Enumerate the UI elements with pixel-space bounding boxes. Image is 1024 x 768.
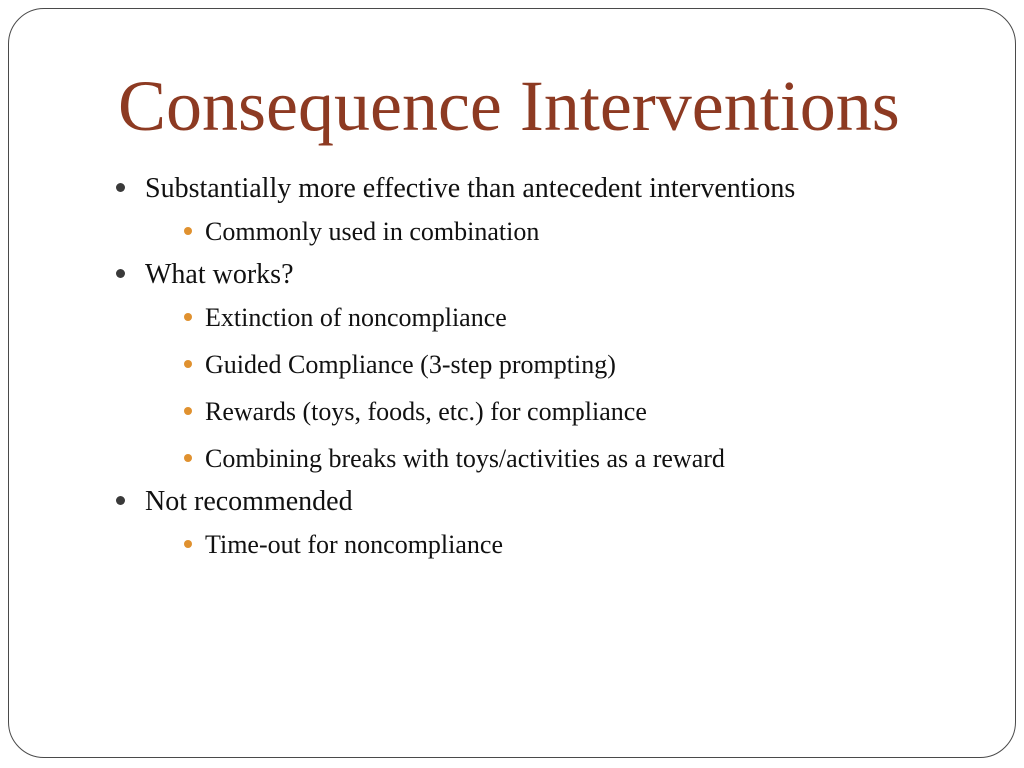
bullet-item [114, 485, 994, 561]
sub-bullet-list [145, 302, 994, 475]
sub-bullet-dot-icon [184, 454, 192, 462]
bullet-dot-icon [116, 269, 125, 278]
sub-bullet-text: Guided Compliance (3-step prompting) [205, 350, 616, 379]
sub-bullet-item [175, 302, 994, 334]
bullet-text: Not recommended [145, 486, 353, 517]
sub-bullet-dot-icon [184, 313, 192, 321]
sub-bullet-item [175, 443, 994, 475]
sub-bullet-text: Rewards (toys, foods, etc.) for compliance [205, 397, 647, 426]
bullet-dot-icon [116, 496, 125, 505]
bullet-text: What works? [145, 259, 294, 290]
bullet-list [114, 172, 994, 571]
sub-bullet-list [145, 216, 994, 248]
bullet-text: Substantially more effective than antecedent interventions [145, 173, 796, 204]
bullet-item [114, 258, 994, 475]
sub-bullet-item [175, 216, 994, 248]
sub-bullet-list [145, 529, 994, 561]
sub-bullet-text: Extinction of noncompliance [205, 303, 507, 332]
sub-bullet-item [175, 529, 994, 561]
sub-bullet-dot-icon [184, 407, 192, 415]
sub-bullet-dot-icon [184, 360, 192, 368]
sub-bullet-dot-icon [184, 227, 192, 235]
slide-title: Consequence Interventions [118, 66, 900, 146]
bullet-item [114, 172, 994, 248]
sub-bullet-item [175, 349, 994, 381]
sub-bullet-item [175, 396, 994, 428]
sub-bullet-text: Commonly used in combination [205, 217, 540, 246]
sub-bullet-dot-icon [184, 540, 192, 548]
sub-bullet-text: Combining breaks with toys/activities as a reward [205, 444, 725, 473]
bullet-dot-icon [116, 183, 125, 192]
sub-bullet-text: Time-out for noncompliance [205, 530, 503, 559]
